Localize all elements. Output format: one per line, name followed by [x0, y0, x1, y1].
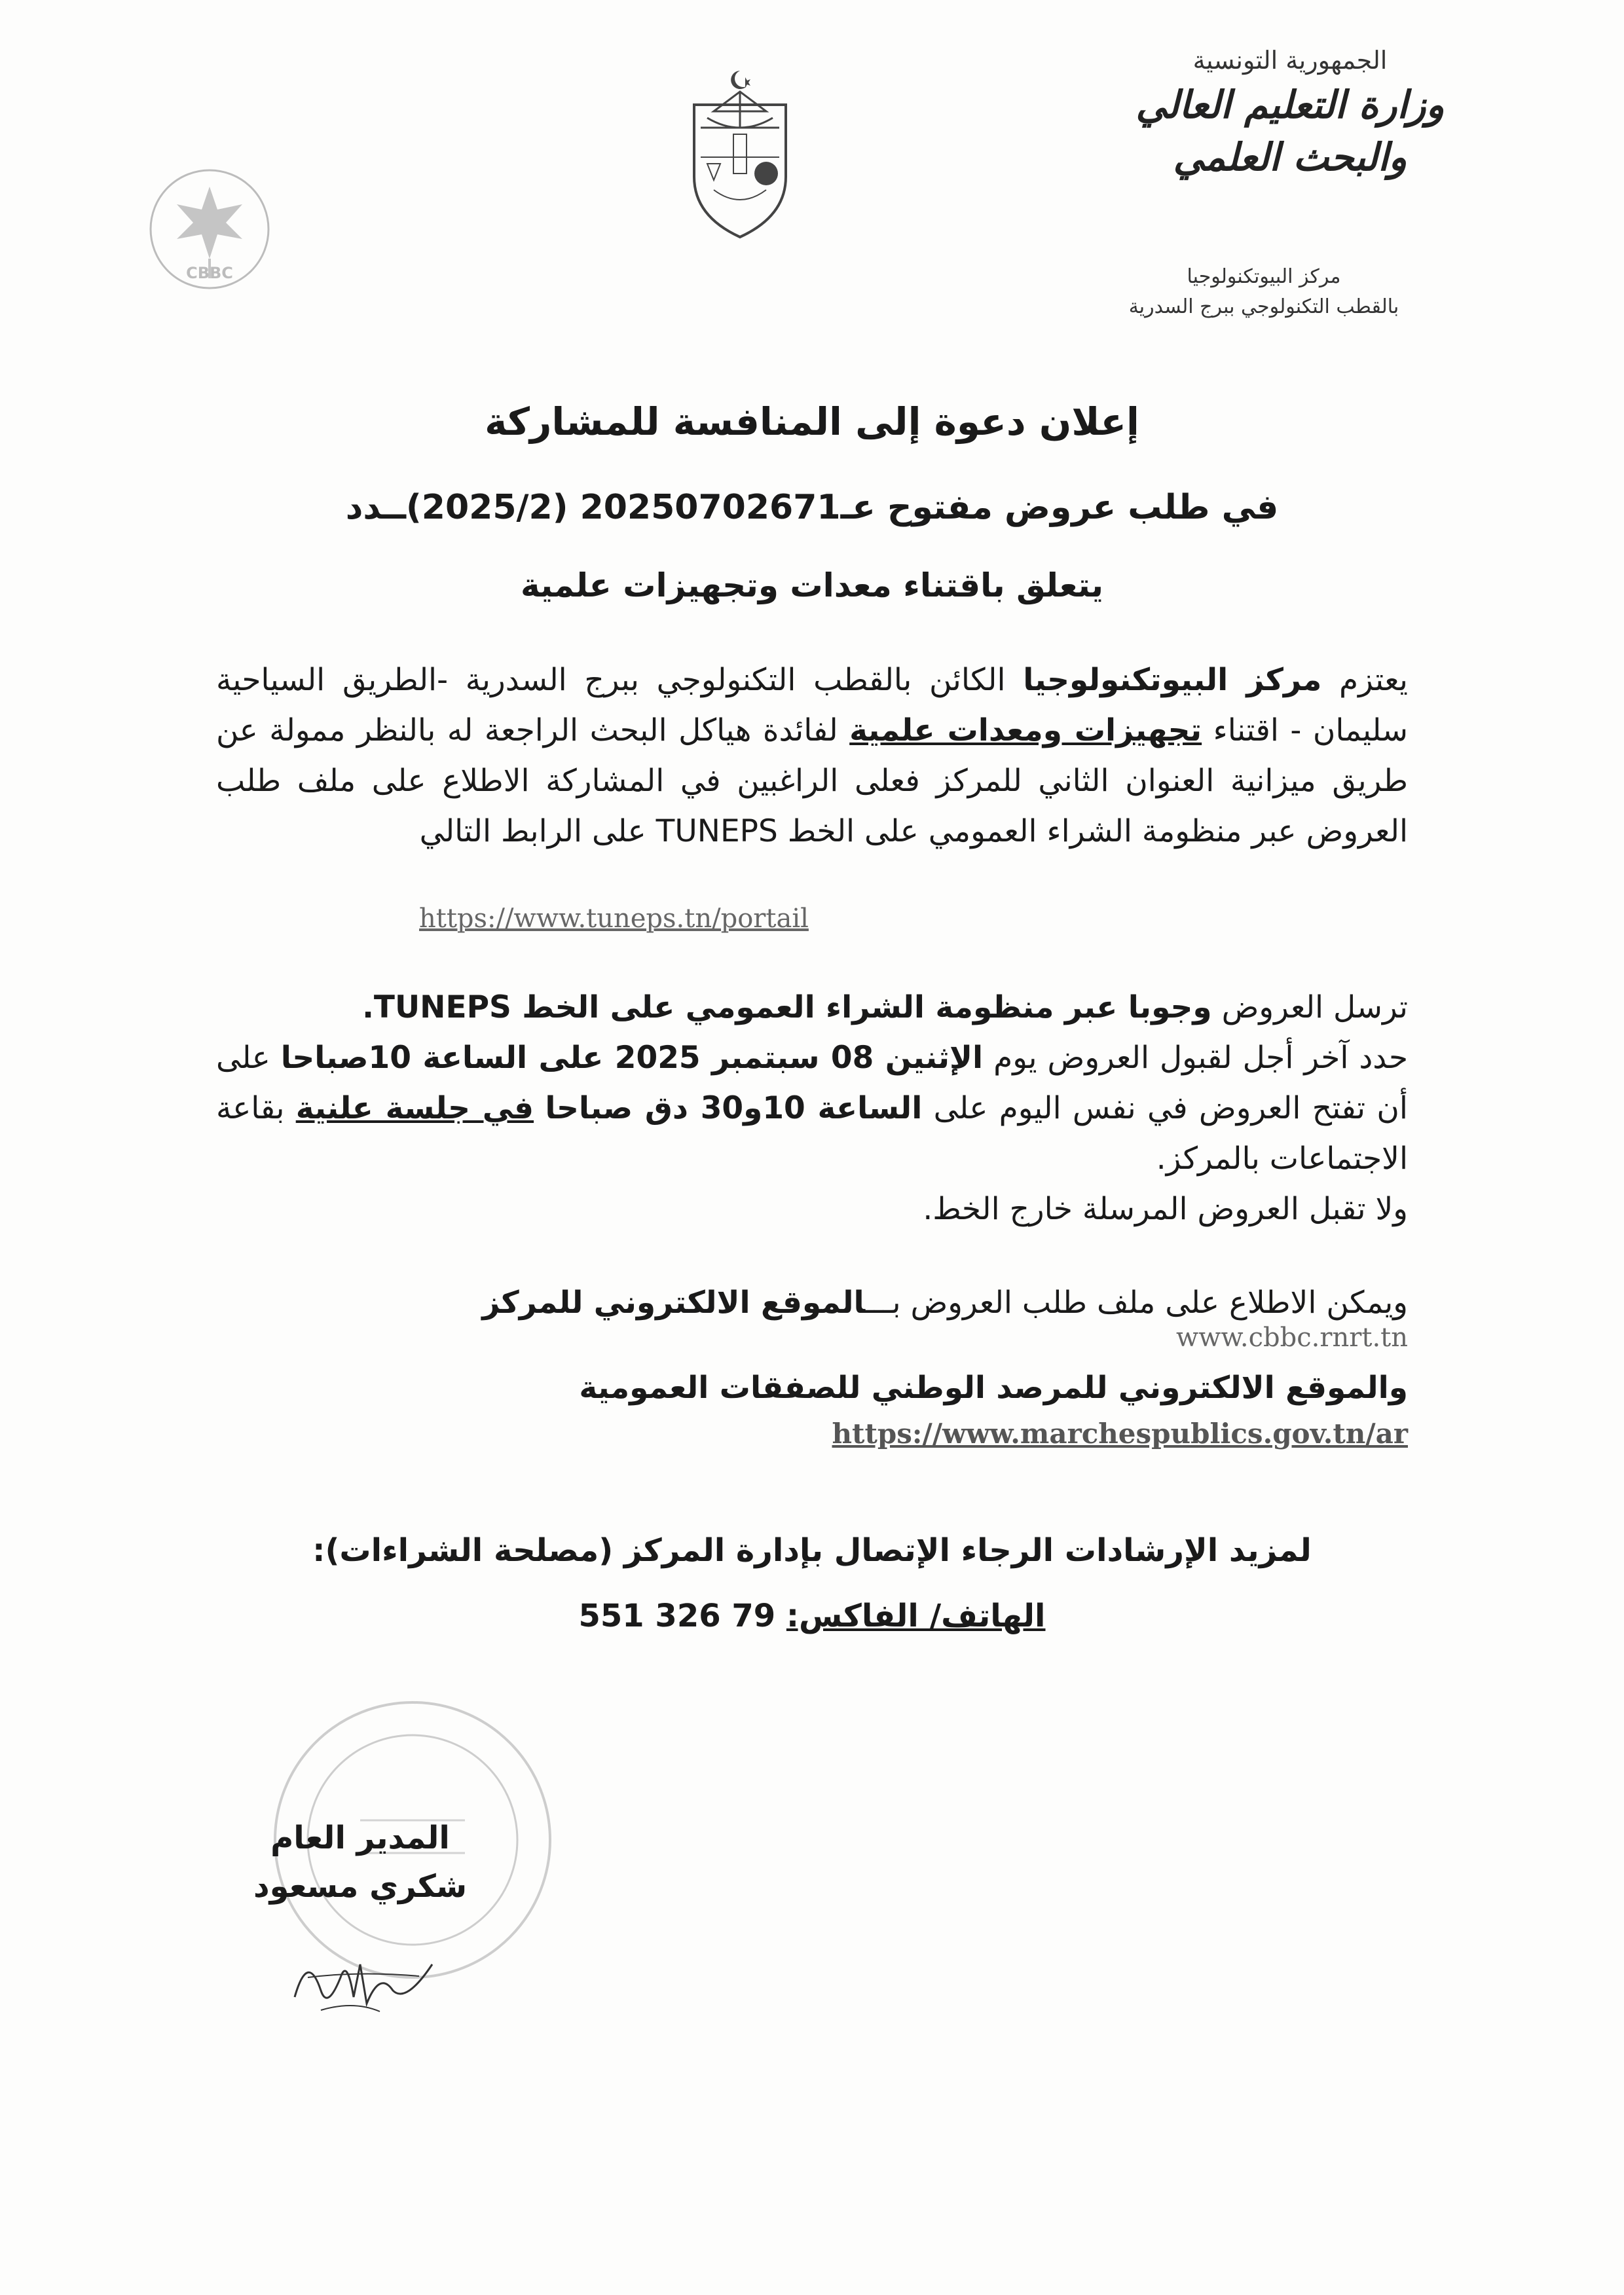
ministry-name-line2: والبحث العلمي: [1173, 135, 1407, 179]
cbbc-logo-text: CBBC: [186, 264, 233, 282]
center-name-line2: بالقطب التكنولوجي ببرج السدرية: [1128, 295, 1399, 318]
opening-time: الساعة 10و30 دق صباحا: [545, 1090, 923, 1126]
center-name-line1: مركز البيوتكنولوجيا: [1187, 265, 1341, 288]
consult-line: [216, 1280, 1408, 1326]
intro-paragraph: [216, 655, 1408, 856]
deadline-text-c: [534, 1090, 545, 1126]
intro-text-b: الكائن بالقطب التكنولوجي ببرج السدرية -الطريق السياحية سليمان - اقتناء: [216, 662, 1408, 748]
deadline-date: الإثنين 08 سبتمبر 2025 على الساعة 10صباحا: [280, 1040, 984, 1076]
public-session: في جلسة علنية: [295, 1090, 534, 1126]
tuneps-link[interactable]: https://www.tuneps.tn/portail: [419, 904, 809, 934]
tunisia-emblem-icon: [681, 65, 799, 242]
director-block: [236, 1814, 485, 1911]
announcement-title: إعلان دعوة إلى المنافسة للمشاركة: [485, 399, 1139, 444]
submission-paragraph: [216, 982, 1408, 1234]
center-name-inline: مركز البيوتكنولوجيا: [1023, 662, 1322, 698]
ministry-header: [1054, 46, 1526, 183]
consult-text-b: الموقع الالكتروني للمركز: [482, 1285, 866, 1321]
observatory-line: والموقع الالكتروني للمرصد الوطني للصفقات العمومية: [579, 1370, 1408, 1406]
contact-phone: [275, 1598, 1349, 1634]
phone-label: الهاتف/ الفاكس:: [786, 1598, 1046, 1634]
deadline-text-d: بقاعة الاجتماعات بالمركز.: [216, 1090, 1408, 1177]
center-name: [1054, 262, 1473, 322]
deadline-text-b: على أن تفتح العروض في نفس اليوم على: [216, 1040, 1408, 1126]
intro-text-a: يعتزم: [1321, 662, 1408, 698]
consult-text-a: ويمكن الاطلاع على ملف طلب العروض بـــ: [865, 1285, 1408, 1321]
tender-reference: في طلب عروض مفتوح عـ20250702671 (2025/2)ــدد: [345, 488, 1279, 527]
cbbc-website-link[interactable]: www.cbbc.rnrt.tn: [1175, 1323, 1408, 1353]
equipment-inline: تجهيزات ومعدات علمية: [849, 712, 1202, 748]
submission-text-b: وجوبا عبر منظومة الشراء العمومي على الخط TUNEPS.: [362, 989, 1212, 1025]
out-of-line-note: ولا تقبل العروض المرسلة خارج الخط.: [923, 1191, 1408, 1227]
handwritten-signature-icon: [282, 1938, 452, 2023]
contact-instructions: لمزيد الإرشادات الرجاء الإتصال بإدارة المركز (مصلحة الشراءات):: [312, 1532, 1312, 1569]
deadline-text: [216, 1033, 1408, 1184]
ministry-name-line1: وزارة التعليم العالي: [1135, 83, 1445, 127]
cbbc-logo-icon: [144, 157, 275, 314]
phone-number: 79 326 551: [578, 1598, 776, 1634]
intro-text-c: لفائدة هياكل البحث الراجعة له بالنظر ممولة عن طريق ميزانية العنوان الثاني للمركز فعلى الراغبين في المشاركة الاطلاع على ملف طلب العروض عبر منظومة الشراء العمومي على الخط TUNEPS على الرابط التالي: [216, 712, 1408, 849]
deadline-text-a: حدد آخر أجل لقبول العروض يوم: [983, 1040, 1409, 1076]
submission-line: [216, 982, 1408, 1033]
submission-text-a: ترسل العروض: [1211, 989, 1408, 1025]
tender-subject: يتعلق باقتناء معدات وتجهيزات علمية: [520, 566, 1103, 604]
marches-publics-link[interactable]: https://www.marchespublics.gov.tn/ar: [832, 1418, 1408, 1450]
republic-label: الجمهورية التونسية: [1192, 46, 1388, 75]
director-title: المدير العام: [270, 1820, 450, 1856]
director-name: شكري مسعود: [253, 1868, 468, 1905]
